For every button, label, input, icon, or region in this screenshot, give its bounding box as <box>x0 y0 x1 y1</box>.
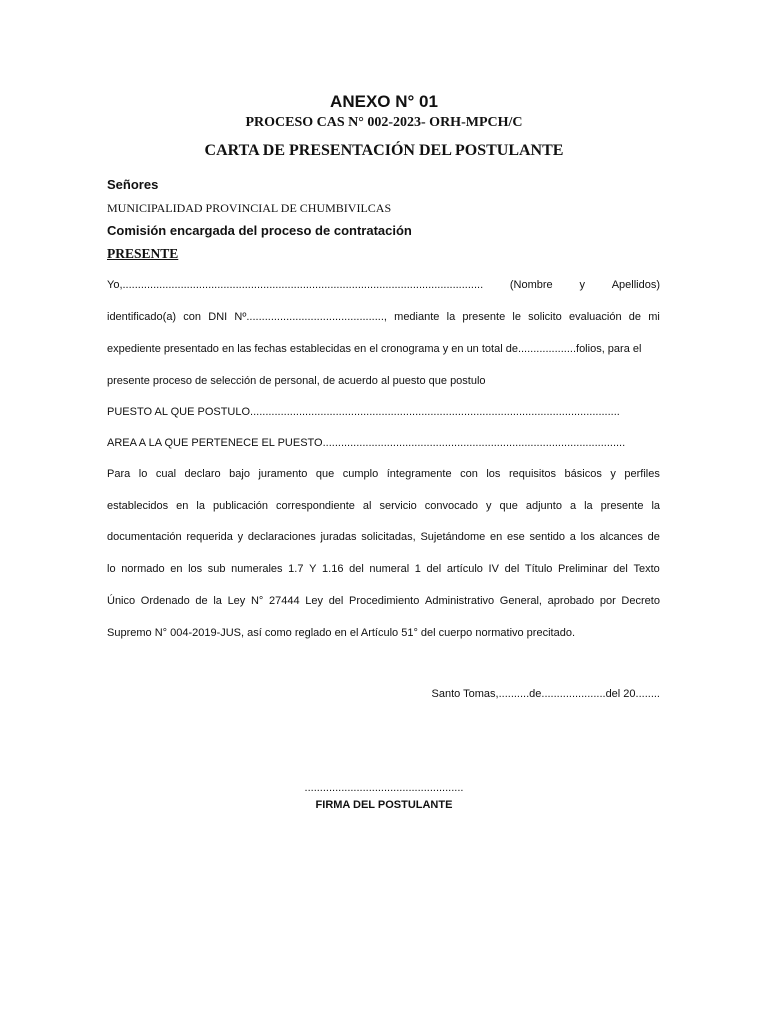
word: declaraciones <box>247 531 316 543</box>
word: cumplo <box>342 468 379 480</box>
word: correspondiente <box>276 500 355 512</box>
word: por <box>599 595 616 607</box>
word: del <box>504 563 520 575</box>
word: 1 <box>414 563 421 575</box>
word: la <box>651 500 660 512</box>
area-field: AREA A LA QUE PERTENECE EL PUESTO................................................................................................... <box>107 437 626 449</box>
word: 1.16 <box>322 563 344 575</box>
signature-label: FIRMA DEL POSTULANTE <box>315 799 453 811</box>
body-line-2 <box>107 310 660 324</box>
word: Administrativo <box>425 595 495 607</box>
declaration-line-5 <box>107 594 660 608</box>
word: de <box>647 531 660 543</box>
body-line-3: expediente presentado en las fechas establecidas en el cronograma y en un total de...................folios, para el <box>107 343 642 355</box>
word: los <box>580 531 595 543</box>
dni-blank: Nº............................................., <box>234 311 387 323</box>
word: Sujetándome <box>420 531 486 543</box>
word: identificado(a) <box>107 311 177 323</box>
word: de <box>195 595 208 607</box>
word: Y <box>309 563 317 575</box>
word: perfiles <box>624 468 660 480</box>
word: y <box>579 279 585 291</box>
word: solicitadas, <box>361 531 416 543</box>
word: juramento <box>258 468 308 480</box>
word: lo <box>138 468 148 480</box>
word: Ley <box>305 595 324 607</box>
word: servicio <box>379 500 417 512</box>
committee-name: Comisión encargada del proceso de contratación <box>107 223 412 238</box>
word: al <box>362 500 372 512</box>
word: alcances <box>599 531 643 543</box>
word: los <box>486 468 501 480</box>
institution-name: MUNICIPALIDAD PROVINCIAL DE CHUMBIVILCAS <box>107 201 392 215</box>
word: con <box>183 311 202 323</box>
place-date-line: Santo Tomas,..........de.....................del 20........ <box>431 688 660 700</box>
word: ese <box>507 531 525 543</box>
word: a <box>569 500 577 512</box>
word: bajo <box>229 468 250 480</box>
word: Decreto <box>621 595 660 607</box>
word: Único <box>107 595 136 607</box>
word: en <box>170 563 183 575</box>
position-applied-field: PUESTO AL QUE POSTULO......................................................................................................................... <box>107 406 620 418</box>
word: artículo <box>446 563 483 575</box>
word: solicito <box>528 311 562 323</box>
word: Preliminar <box>558 563 608 575</box>
declaration-line-3 <box>107 530 660 544</box>
word: a <box>569 531 576 543</box>
word: que <box>499 500 518 512</box>
word: Título <box>524 563 553 575</box>
word: mediante <box>394 311 440 323</box>
declaration-line-2 <box>107 499 660 513</box>
word: presente <box>462 311 506 323</box>
word: adjunto <box>525 500 562 512</box>
word: DNI <box>208 311 228 323</box>
declaration-line-4 <box>107 562 660 576</box>
word: aprobado <box>547 595 595 607</box>
word: de <box>628 311 642 323</box>
body-line-1 <box>107 278 660 292</box>
letter-title: CARTA DE PRESENTACIÓN DEL POSTULANTE <box>204 142 564 159</box>
word: sentido <box>529 531 566 543</box>
word: del <box>613 563 628 575</box>
word: declaro <box>184 468 221 480</box>
word: presente <box>600 500 644 512</box>
name-blank: Yo,...................................................................................................................... <box>107 279 484 291</box>
word: la <box>446 311 456 323</box>
word: juradas <box>320 531 357 543</box>
word: documentación <box>107 531 182 543</box>
word: Texto <box>633 563 660 575</box>
word: y <box>237 531 244 543</box>
word: los <box>188 563 203 575</box>
word: del <box>349 563 364 575</box>
word: la <box>213 595 222 607</box>
word: numeral <box>369 563 410 575</box>
word: la <box>196 500 205 512</box>
word: básicos <box>564 468 602 480</box>
body-line-4: presente proceso de selección de personal, de acuerdo al puesto que postulo <box>107 375 486 387</box>
word: evaluación <box>569 311 622 323</box>
declaration-line-1 <box>107 467 660 481</box>
word: N° <box>250 595 264 607</box>
word: y <box>610 468 616 480</box>
greeting: Señores <box>107 177 159 192</box>
word: y <box>485 500 492 512</box>
word: Apellidos) <box>611 279 660 291</box>
word: 1.7 <box>288 563 304 575</box>
word: requerida <box>186 531 233 543</box>
word: la <box>584 500 593 512</box>
word: numerales <box>231 563 283 575</box>
word: Procedimiento <box>349 595 420 607</box>
declaration-line-6: Supremo N° 004-2019-JUS, así como reglado en el Artículo 51° del cuerpo normativo precitado. <box>107 627 575 639</box>
word: que <box>315 468 335 480</box>
word: establecidos <box>107 500 169 512</box>
word: en <box>176 500 189 512</box>
word: (Nombre <box>509 279 553 291</box>
word: del <box>426 563 442 575</box>
present-label: PRESENTE <box>107 246 179 261</box>
signature-line: .................................................... <box>304 782 464 794</box>
word: le <box>512 311 521 323</box>
word: 27444 <box>269 595 300 607</box>
word: del <box>328 595 344 607</box>
word: Para <box>107 468 131 480</box>
word: mi <box>648 311 660 323</box>
word: convocado <box>424 500 478 512</box>
word: IV <box>488 563 499 575</box>
word: lo <box>107 563 116 575</box>
word: en <box>490 531 503 543</box>
word: con <box>460 468 478 480</box>
word: General, <box>499 595 542 607</box>
word: normado <box>121 563 165 575</box>
word: íntegramente <box>386 468 452 480</box>
word: Ordenado <box>140 595 190 607</box>
annex-title: ANEXO N° 01 <box>330 92 438 111</box>
word: publicación <box>212 500 269 512</box>
word: cual <box>155 468 177 480</box>
word: requisitos <box>508 468 557 480</box>
process-code: PROCESO CAS N° 002-2023- ORH-MPCH/C <box>245 115 523 130</box>
word: Ley <box>227 595 246 607</box>
word: sub <box>207 563 226 575</box>
